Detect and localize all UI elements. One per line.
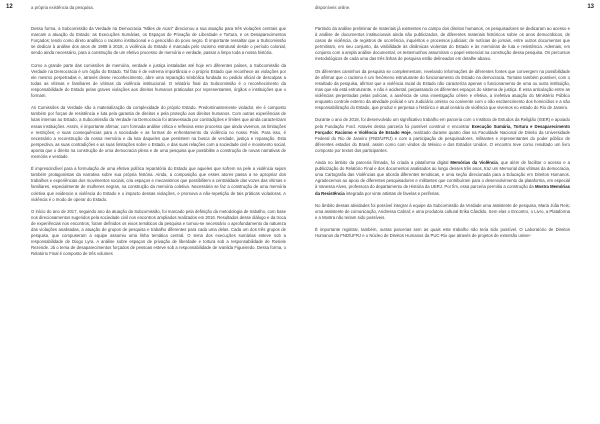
paragraph: O início do ano de 2017, seguindo ano da atuação da Subcomissão, foi marcado pela definição da metodologia de trabalho, com base nos direcionamentos sugeridos pela sociedade civil nos encontros ampliados realizados em 2016. Resultados desse diálogo e da troca de experiências nos encontros, foram definidos os eixos temáticos da pesquisa e tornou-se necessário o aprofundamento da natureza das violações analisadas, a atuação de grupos de pesquisa e trabalho diferentes para cada uma delas. Cada um dos três grupos de pesquisa, que compuseram a equipe assumiu uma linha temática central. O tema dos execuções sumárias esteve sob a responsabilidade de Diogo Lyra. A análise sobre espaços de privação de liberdade e tortura sob a responsabilidade de Rosiele Rezende. Já o tema de desaparecimentos forçados de pessoas esteve sob a responsabilidade de Ivanilda Figueiredo. Dessa forma, o Relatório Final é composto de três volumes [31, 208, 286, 257]
paragraph: Como a grande parte das comissões de memória, verdade e justiça instaladas até hoje em diferentes países, a Subcomissão da Verdade na Democracia é um órgão do Estado. Tal fato é de extrema importância e o próprio Estado que reconhece as violações por ele mesmo perpetradas e, através desse reconhecimento, abre uma reparação simbólica fundada no pedido oficial de desculpas a todas as vítimas e familiares de vítimas da violência institucional. O relatório final da Subcomissão é o reconhecimento da responsabilidade do Estado pelas graves violações aos direitos humanos praticadas por representantes, órgãos e instituições que o formam. [31, 62, 286, 99]
paragraph: No âmbito dessas atividades foi possível integrar à equipe da Subcomissão da Verdade uma assistente de pesquisa, Maria Júlia Reis; uma assistente de comunicação, Andressa Cabral; e uma produtora cultural Erika Cândido. Sem elas o Encontro, o Livro, a Plataforma e a Mostra não teriam sido possíveis. [315, 202, 570, 220]
right-page [300, 0, 600, 424]
paragraph: É importante registrar, também, outras parcerias sem as quais este trabalho não teria sido possível. O Laboratório de Direitos Humanos da FND/UFRJ e o Núcleo de Direitos Humanos da PUC-Rio que através de projetos de extensão univer- [315, 227, 570, 239]
paragraph: Dessa forma, a Subcomissão da Verdade na Democracia "Mães de Acari" direcionou a sua atuação para três violações centrais que marcam a atuação do Estado: as Execuções Sumárias, os Espaços de Privação de Liberdade e Tortura, e os Desaparecimentos Forçados; tendo como direto analítico o racismo institucional e o genocídio do povo negro. É importante ressaltar que a Subcomissão se dedicar à análise dos anos de 1988 à 2018, a violência do Estado é marcada pelo racismo estrutural desde o período colonial, sendo ainda necessário, para a construção de um efetivo processo de memória e verdade, passar a limpo toda a nossa história. [31, 26, 286, 56]
paragraph: Partindo da análise preliminar de materiais já existentes no campo dos direitos humanos, os pesquisadores se dedicaram ao acesso e à análise de documentos institucionais ainda não publicizados, de diferentes materiais históricos sobre os anos democráticos, de casos de violência, de registros de ocorrência, inquéritos e processos judiciais; de notícias de jornais, entre outros documentos que permitiram, em seu conjunto, da visibilidade às dinâmicas violentas do Estado e às memórias de luta e resistência. Ademais, em conjunto com a ampla análise documental, os testemunhos assumiram o papel essencial na construção dessa pesquisa. Os percursos metodológicos de cada uma das três linhas de pesquisa estão delineados em detalhe abaixo. [315, 26, 570, 62]
paragraph: É imprescindível para a formulação de uma efetiva política reparatória do Estado que aqueles que sofrem na pele a violência sejam também protagonistas da narrativa sobre sua própria história. Ainda, a composição que esses atores passa a se apropriar dos trabalhos e experiências dos movimentos sociais, cria espaços e mecanismos que possibilitem a centralidade das vozes das vítimas e familiares, especialmente de mulheres negras, na construção da memória coletiva. Necessária se faz a construção de uma memória coletiva que evidencie a violência do Estado e o impacto dessas violações, e promova a não-repetição de tais práticas violadoras. A violência é o modo de operar do Estado. [31, 166, 286, 202]
left-page-body [31, 26, 286, 258]
continued-text: disponíveis online. [315, 5, 351, 10]
right-page-header [315, 4, 594, 15]
page-number: 13 [587, 4, 594, 10]
left-page-header [6, 4, 286, 15]
paragraph: Ainda no âmbito da parceria firmada, foi criada a plataforma digital Memórias da Violência, que além de facilitar o acesso e a publicização do Relatório Final e dos documentos analisados ao longo desses três anos, traz um Memorial das vítimas da democracia, uma Cartografia das Violências que aborda diferentes temáticas, e uma seção direcionada para a Educação em Direitos Humanos. Agradecemos ao apoio de diferentes pesquisadores e militantes que contribuíram para o desenvolvimento da plataforma, em especial à Vanessa Alves, professora do departamento de História da UERJ. Por fim, essa parceria permitiu a construção da Mostra Memórias da Resistência integrada por vinte artistas de favelas e periferias. [315, 160, 570, 196]
page-number: 12 [6, 4, 13, 10]
paragraph: As Comissões da Verdade são a materialização da complexidade do próprio Estado. Predominantemente violador, ele é composto também por forças de resistência e luta pela garantia de direitos e pela proteção aos direitos humanos. Com outras experiências de lutas internas ao Estado, a Subcomissão da Verdade na Democracia foi atravessada por contradições e limites que ainda caracterizam essas instituições. Assim, é importante afirmar, com formada análise crítica e reflexiva esse processo que ainda vivemos, as limitações e restrições, e suas consequências para a sociedade e as formas de enfrentamento da violência no nosso País. Para isso, é necessário a reconstrução da nossa memória e da luta daqueles que persistem na busca de verdade, justiça e reparação. Esta perspectiva, as suas contradições e as suas limitações sobre o Estado, e das suas relações com a sociedade civil e movimento social, aponta que o direito na construção de uma democracia plena e de uma pesquisa que possibilite a construção de novas narrativas de memória e verdade. [31, 105, 286, 159]
right-page-body [315, 26, 570, 239]
paragraph: Os diferentes caminhos da pesquisa se complementam, revelando informações de diferentes fontes que convergem na possibilidade de afirmar que o racismo é um fenômeno estruturante do funcionamento do Estado na democracia. Tornase também possível, com o resultado da pesquisa, afirmar que a violência racial do Estado não caracteriza apenas o funcionamento de uma ou outra instituição, mas que ela está estruturante, e não é acidental, perpassando os diferentes espaços do sistema de justiça. É essa articulação entre as violências perpetradas pelas polícias, a ausência de uma investigação célere e efetiva, a inefetiva atuação do Ministério Público enquanto controle externo da atividade policial e um Judiciário omisso ou conivente com o não esclarecimento dos homicídios e a não responsabilização do Estado, que produz e perpetua o histórico e atual cenário de violência que vivemos no estado do Rio de Janeiro. [315, 68, 570, 111]
paragraph: Durante o ano de 2018, foi desenvolvido um significativo trabalho em parceria com o Instituto de Estudos da Religião (ISER) e apoiado pela Fundação Ford. Através dessa parceria foi possível construir e encontrar Execução Sumária, Tortura e Desaparecimento Forçado: Racismo e Violência de Estado Hoje, realizado durante quatro dias na Faculdade Nacional de Direito da Universidade Federal do Rio de Janeiro (FND/UFRJ) e com a participação de pesquisadores, militantes e representantes do poder público de diferentes estados do Brasil, assim como com vindos do México e dos Estados Unidos. O encontro teve como resultado um livro composto por textos dos participantes. [315, 117, 570, 153]
continued-text: a própria existência da pesquisa. [31, 5, 94, 10]
